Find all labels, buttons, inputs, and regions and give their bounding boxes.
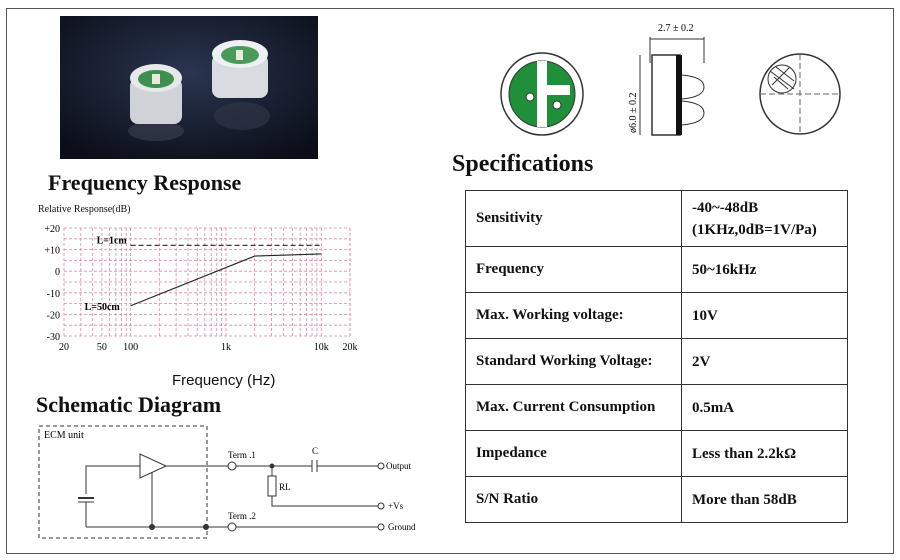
spec-value-line: -40~-48dB <box>692 199 759 216</box>
ecm-unit-label: ECM unit <box>44 430 84 441</box>
spec-label: Max. Working voltage: <box>466 293 682 339</box>
front-view <box>501 53 583 135</box>
x-tick-label: 20 <box>59 342 69 353</box>
spec-row <box>466 191 848 247</box>
spec-value-line: 50~16kHz <box>692 261 757 278</box>
spec-label: Sensitivity <box>466 191 682 247</box>
x-tick-label: 10k <box>313 342 329 353</box>
spec-row <box>466 431 848 477</box>
spec-value-line: (1KHz,0dB=1V/Pa) <box>692 221 817 238</box>
y-tick-label: +10 <box>44 245 60 257</box>
x-tick-label: 100 <box>123 342 139 353</box>
term1-label: Term .1 <box>228 450 256 460</box>
spec-value-line: 2V <box>692 353 711 370</box>
side-view <box>628 23 704 135</box>
amplifier-symbol <box>140 454 166 478</box>
diameter-label: ø6.0 ± 0.2 <box>628 92 639 133</box>
annotation-label: L=50cm <box>84 301 120 313</box>
ground-label: Ground <box>388 522 416 532</box>
spec-row <box>466 477 848 523</box>
spec-row <box>466 247 848 293</box>
capacitor-label: C <box>312 446 319 456</box>
supply-label: +Vs <box>388 501 404 511</box>
spec-value <box>682 339 848 385</box>
dimension-drawings <box>490 15 860 150</box>
annotation-label: L=1cm <box>96 235 127 247</box>
y-tick-label: 0 <box>55 267 60 279</box>
spec-label: Frequency <box>466 247 682 293</box>
spec-label: S/N Ratio <box>466 477 682 523</box>
x-tick-label: 1k <box>220 342 231 353</box>
spec-row <box>466 339 848 385</box>
spec-value <box>682 477 848 523</box>
spec-row <box>466 293 848 339</box>
spec-value <box>682 293 848 339</box>
spec-label: Max. Current Consumption <box>466 385 682 431</box>
spec-row <box>466 385 848 431</box>
spec-value-line: 0.5mA <box>692 399 735 416</box>
spec-label: Impedance <box>466 431 682 477</box>
y-tick-label: -20 <box>46 310 60 322</box>
spec-value-line: Less than 2.2kΩ <box>692 445 797 462</box>
x-tick-label: 20k <box>342 342 358 353</box>
spec-label: Standard Working Voltage: <box>466 339 682 385</box>
spec-value <box>682 385 848 431</box>
ecm-unit-box <box>39 426 207 538</box>
spec-value-line: More than 58dB <box>692 491 797 508</box>
spec-value <box>682 247 848 293</box>
specifications-heading: Specifications <box>452 151 594 177</box>
spec-value-line: 10V <box>692 307 718 324</box>
term2-label: Term .2 <box>228 511 256 521</box>
thickness-label: 2.7 ± 0.2 <box>658 23 694 34</box>
specifications-table <box>465 190 848 523</box>
chart-x-axis-title: Frequency (Hz) <box>172 372 276 389</box>
resistor-symbol <box>268 476 276 496</box>
resistor-label: RL <box>279 482 291 492</box>
spec-value <box>682 431 848 477</box>
frequency-response-heading: Frequency Response <box>48 170 242 195</box>
y-tick-label: -10 <box>46 288 60 300</box>
product-photo <box>60 16 318 159</box>
chart-y-axis-title: Relative Response(dB) <box>38 204 131 215</box>
schematic-diagram <box>36 422 436 544</box>
schematic-heading: Schematic Diagram <box>36 392 222 417</box>
output-label: Output <box>386 461 412 471</box>
y-tick-label: +20 <box>44 224 60 235</box>
y-tick-label: -30 <box>46 332 60 343</box>
microphone-capsules-image <box>60 16 318 159</box>
x-tick-label: 50 <box>96 342 107 353</box>
back-view <box>760 54 840 134</box>
spec-value <box>682 191 848 247</box>
frequency-response-chart <box>30 218 370 358</box>
